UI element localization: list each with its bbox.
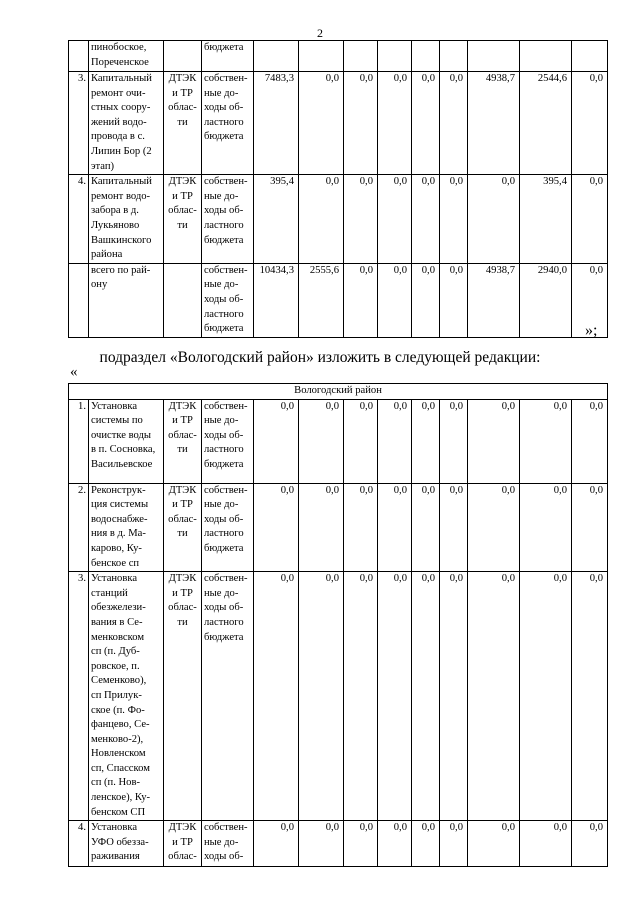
row-number: 4. — [69, 821, 89, 867]
amount-cell: 0,0 — [378, 263, 412, 337]
amount-cell: 2544,6 — [520, 72, 572, 175]
amount-cell: 0,0 — [572, 175, 608, 264]
funding-source — [202, 483, 254, 572]
amount-cell — [468, 41, 520, 72]
object-name — [89, 72, 164, 175]
amount-cell: 0,0 — [254, 572, 299, 821]
amount-cell: 0,0 — [412, 572, 440, 821]
executor — [164, 399, 202, 483]
amount-cell: 0,0 — [440, 483, 468, 572]
amount-cell — [299, 41, 344, 72]
executor — [164, 72, 202, 175]
table-row — [69, 572, 608, 821]
funding-source-text: собствен- ные до- ходы об- ластного бюджета — [204, 264, 248, 335]
amount-cell: 0,0 — [412, 821, 440, 867]
table-row — [69, 72, 608, 175]
executor-text: ДТЭК и ТР облас- ти — [168, 176, 197, 231]
amount-cell: 2555,6 — [299, 263, 344, 337]
table-row — [69, 821, 608, 867]
amount-cell: 0,0 — [440, 263, 468, 337]
amount-cell: 0,0 — [412, 72, 440, 175]
executor — [164, 572, 202, 821]
object-name-text: Капитальный ремонт очи- стных соору- жений водо- провода в с. Липин Бор (2 этап) — [91, 73, 152, 172]
funding-source — [202, 399, 254, 483]
amount-cell: 0,0 — [520, 572, 572, 821]
row-number — [69, 263, 89, 337]
funding-source-text: собствен- ные до- ходы об- — [204, 822, 248, 863]
object-name-text: Реконструк- ция системы водоснабже- ния в д. Ма- карово, Ку- бенское сп — [91, 484, 149, 569]
amount-cell: 0,0 — [254, 399, 299, 483]
amount-cell: 0,0 — [440, 399, 468, 483]
amount-cell — [440, 41, 468, 72]
table-row — [69, 399, 608, 483]
amount-cell: 10434,3 — [254, 263, 299, 337]
amount-cell: 0,0 — [378, 821, 412, 867]
amount-cell: 0,0 — [299, 72, 344, 175]
amount-cell: 0,0 — [344, 572, 378, 821]
object-name-text: пинобоское, Пореченское — [91, 42, 149, 68]
executor — [164, 821, 202, 867]
object-name-text: всего по рай- ону — [91, 264, 151, 291]
expenses-table-vologda-district — [68, 383, 608, 867]
amount-cell: 0,0 — [299, 572, 344, 821]
funding-source — [202, 263, 254, 337]
amount-cell: 0,0 — [412, 399, 440, 483]
amount-cell: 0,0 — [468, 572, 520, 821]
executor-text: ДТЭК и ТР облас- ти — [168, 73, 197, 128]
amount-cell: 0,0 — [378, 572, 412, 821]
amount-cell — [254, 41, 299, 72]
amount-cell: 0,0 — [440, 72, 468, 175]
amount-cell: 4938,7 — [468, 263, 520, 337]
amount-cell: 0,0 — [572, 72, 608, 175]
row-number: 1. — [69, 399, 89, 483]
amount-cell: 0,0 — [344, 483, 378, 572]
amount-cell: 0,0 — [572, 263, 608, 337]
row-number: 3. — [69, 72, 89, 175]
amount-cell: 0,0 — [344, 175, 378, 264]
funding-source-text: собствен- ные до- ходы об- ластного бюджета — [204, 400, 248, 470]
amount-cell: 0,0 — [572, 483, 608, 572]
amount-cell: 0,0 — [572, 572, 608, 821]
funding-source — [202, 175, 254, 264]
amount-cell: 395,4 — [254, 175, 299, 264]
amount-cell: 0,0 — [299, 821, 344, 867]
table-row — [69, 175, 608, 264]
object-name — [89, 175, 164, 264]
executor — [164, 263, 202, 337]
amount-cell: 0,0 — [468, 483, 520, 572]
row-number — [69, 41, 89, 72]
amount-cell: 0,0 — [412, 263, 440, 337]
object-name-text: Установка системы по очистке воды в п. Сосновка, Васильевское — [91, 400, 156, 470]
funding-source — [202, 821, 254, 867]
object-name — [89, 41, 164, 72]
executor — [164, 483, 202, 572]
amount-cell: 4938,7 — [468, 72, 520, 175]
amount-cell: 0,0 — [520, 483, 572, 572]
section-title-row — [69, 384, 608, 400]
amount-cell: 0,0 — [299, 175, 344, 264]
amount-cell: 0,0 — [468, 821, 520, 867]
amount-cell: 2940,0 — [520, 263, 572, 337]
object-name-text: Капитальный ремонт водо- забора в д. Лукьяново Вашкинского района — [91, 176, 152, 261]
amount-cell: 0,0 — [378, 399, 412, 483]
executor-text: ДТЭК и ТР облас- ти — [168, 573, 197, 628]
amount-cell: 0,0 — [572, 399, 608, 483]
funding-source-text: бюджета — [204, 42, 244, 53]
funding-source-text: собствен- ные до- ходы об- ластного бюджета — [204, 484, 248, 554]
section-title: Вологодский район — [69, 384, 608, 400]
amount-cell: 0,0 — [344, 72, 378, 175]
row-number: 3. — [69, 572, 89, 821]
amount-cell: 0,0 — [344, 821, 378, 867]
amount-cell — [344, 41, 378, 72]
amount-cell: 0,0 — [378, 483, 412, 572]
executor-text: ДТЭК и ТР облас- — [168, 822, 197, 863]
amount-cell: 0,0 — [440, 821, 468, 867]
object-name-text: Установка УФО обезза- раживания — [91, 822, 149, 863]
amount-cell — [412, 41, 440, 72]
page-number: 2 — [317, 26, 323, 40]
funding-source — [202, 72, 254, 175]
amendment-heading: подраздел «Вологодский район» изложить в следующей редакции: — [99, 349, 541, 366]
executor-text: ДТЭК и ТР облас- ти — [168, 484, 197, 540]
amount-cell: 0,0 — [468, 175, 520, 264]
funding-source-text: собствен- ные до- ходы об- ластного бюджета — [204, 176, 248, 246]
amount-cell: 0,0 — [440, 175, 468, 264]
amount-cell — [520, 41, 572, 72]
object-name — [89, 483, 164, 572]
funding-source — [202, 41, 254, 72]
amount-cell: 0,0 — [468, 399, 520, 483]
executor — [164, 175, 202, 264]
table-row — [69, 263, 608, 337]
amount-cell: 0,0 — [440, 572, 468, 821]
object-name — [89, 399, 164, 483]
amount-cell: 0,0 — [412, 483, 440, 572]
amount-cell: 0,0 — [378, 175, 412, 264]
row-number: 2. — [69, 483, 89, 572]
object-name-text: Установка станций обезжелези- вания в Се- менковском сп (п. Дуб- ровское, п. Семенково), сп Прилук- ское (п. Фо- фанцево, Се- менково-2), Новленском сп, Спасском сп (п. Нов- ленское), Ку- бенском СП — [91, 573, 151, 818]
amount-cell: 0,0 — [520, 399, 572, 483]
table-row — [69, 41, 608, 72]
amount-cell: 395,4 — [520, 175, 572, 264]
amount-cell: 0,0 — [254, 483, 299, 572]
table2-body — [69, 384, 608, 867]
opening-quote-mark: « — [70, 364, 78, 380]
executor — [164, 41, 202, 72]
funding-source-text: собствен- ные до- ходы об- ластного бюджета — [204, 573, 248, 643]
executor-text: ДТЭК и ТР облас- ти — [168, 400, 197, 456]
object-name — [89, 572, 164, 821]
amount-cell — [378, 41, 412, 72]
amount-cell: 7483,3 — [254, 72, 299, 175]
closing-quote-mark: »; — [585, 322, 598, 339]
amount-cell: 0,0 — [344, 399, 378, 483]
amount-cell: 0,0 — [378, 72, 412, 175]
amount-cell: 0,0 — [520, 821, 572, 867]
amount-cell: 0,0 — [299, 483, 344, 572]
table1-body — [69, 41, 608, 338]
object-name — [89, 263, 164, 337]
object-name — [89, 821, 164, 867]
amount-cell: 0,0 — [572, 821, 608, 867]
amount-cell: 0,0 — [254, 821, 299, 867]
expenses-table-previous-district — [68, 40, 608, 338]
funding-source — [202, 572, 254, 821]
amount-cell: 0,0 — [344, 263, 378, 337]
funding-source-text: собствен- ные до- ходы об- ластного бюджета — [204, 73, 248, 143]
table-row — [69, 483, 608, 572]
amount-cell: 0,0 — [412, 175, 440, 264]
amount-cell — [572, 41, 608, 72]
row-number: 4. — [69, 175, 89, 264]
amount-cell: 0,0 — [299, 399, 344, 483]
